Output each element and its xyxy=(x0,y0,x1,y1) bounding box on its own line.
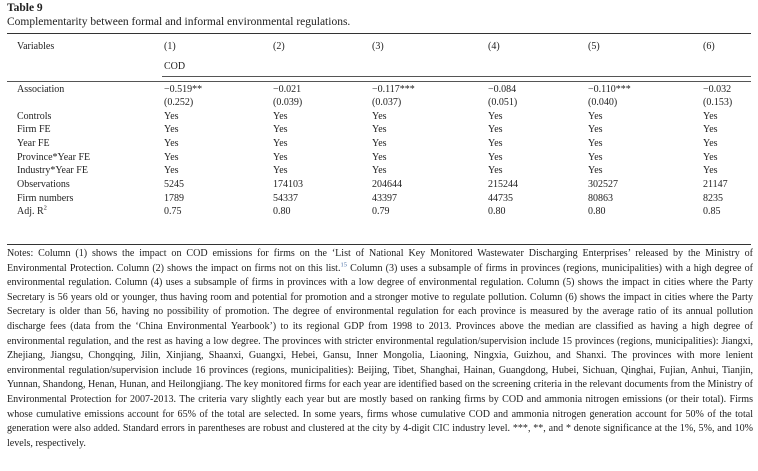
province-year-fe-col-4: Yes xyxy=(488,152,503,163)
observations-col-5: 302527 xyxy=(588,179,618,190)
coef-col-2: −0.021 xyxy=(273,84,302,95)
notes-part-2: Column (3) uses a subsample of firms in provinces (regions, municipalities) with a high degree of environmental regulation. Column (4) uses a subsample of firms in provinces with a low degree of environmental regulation. Column (5) shows the impact in cities where the Party Secretary is 56 years old or younger, thus having room and potential for promotion and a stronger motive to regulate pollution. Column (6) shows the impact in cities where the Party Secretary is older than 56, having no possibility of promotion. The degree of environmental regulation for each province is measured by the average ratio of its annual pollution discharge fees (data from the ‘China Environmental Yearbook’) to its regional GDP from 1998 to 2013. Provinces above the median are classified as having a high degree of environmental regulation, and the rest as having a low degree. The provinces with stricter environmental regulation/supervision include 15 provinces (regions, municipalities): Jiangxi, Zhejiang, Jiangsu, Chongqing, Jilin, Xinjiang, Shaanxi, Guangxi, Hebei, Gansu, Inner Mongolia, Liaoning, Ningxia, Guizhou, and Shanxi. The provinces with more lenient environmental regulation/supervision include 16 provinces (regions, municipalities): Beijing, Tibet, Shanghai, Hainan, Guangdong, Hubei, Sichuan, Qinghai, Fujian, Anhui, Tianjin, Yunnan, Shandong, Henan, Hunan, and Heilongjiang. The key monitored firms for each year are identified based on the screening criteria in the relevant documents from the Ministry of Environmental Protection for 2007-2013. The criteria vary slightly each year but are mostly based on ranking firms by COD and ammonia nitrogen emissions (or their total). Firms whose cumulative emissions account for 65% of the total are selected. In some years, firms whose cumulative COD and ammonia nitrogen generation account for 50% of the total generation were also added. Standard errors in parentheses are robust and clustered at the city by 4-digit CIC industry level. ***, **, and * denote significance at the 1%, 5%, and 10% levels, respectively. xyxy=(7,262,754,449)
header-col-4: (4) xyxy=(488,41,500,52)
industry-year-fe-col-4: Yes xyxy=(488,165,503,176)
table-label: Table 9 xyxy=(7,2,43,14)
adj-r2-col-5: 0.80 xyxy=(588,206,606,217)
header-sub-rule xyxy=(162,76,751,77)
coef-col-5: −0.110*** xyxy=(588,84,631,95)
row-label-observations: Observations xyxy=(17,179,70,190)
controls-col-6: Yes xyxy=(703,111,718,122)
firm-numbers-col-3: 43397 xyxy=(372,193,397,204)
table-caption: Complementarity between formal and informal environmental regulations. xyxy=(7,16,351,28)
firm-numbers-col-6: 8235 xyxy=(703,193,723,204)
row-label-controls: Controls xyxy=(17,111,52,122)
row-label-adj-r2 xyxy=(17,206,47,218)
province-year-fe-col-2: Yes xyxy=(273,152,288,163)
header-col-5: (5) xyxy=(588,41,600,52)
se-col-2: (0.039) xyxy=(273,97,303,108)
observations-col-6: 21147 xyxy=(703,179,728,190)
province-year-fe-col-5: Yes xyxy=(588,152,603,163)
industry-year-fe-col-1: Yes xyxy=(164,165,179,176)
coef-col-6: −0.032 xyxy=(703,84,732,95)
notes-part-1: Notes: Column (1) shows the impact on COD emissions for firms on the ‘List of National Key Monitored Wastewater Discharging Enterprises’ released by the Ministry of Environmental Protection. Column (2) shows the impact on firms not on this list. xyxy=(7,248,753,274)
controls-col-5: Yes xyxy=(588,111,603,122)
observations-col-1: 5245 xyxy=(164,179,184,190)
adj-r2-label-text: Adj. R xyxy=(17,206,44,217)
observations-col-2: 174103 xyxy=(273,179,303,190)
row-label-year-fe: Year FE xyxy=(17,138,50,149)
firm-fe-col-3: Yes xyxy=(372,124,387,135)
controls-col-3: Yes xyxy=(372,111,387,122)
firm-fe-col-4: Yes xyxy=(488,124,503,135)
province-year-fe-col-3: Yes xyxy=(372,152,387,163)
header-sub-label: COD xyxy=(164,61,186,72)
year-fe-col-3: Yes xyxy=(372,138,387,149)
observations-col-4: 215244 xyxy=(488,179,518,190)
coef-col-1: −0.519** xyxy=(164,84,203,95)
firm-fe-col-5: Yes xyxy=(588,124,603,135)
footnote-ref-link[interactable]: 15 xyxy=(340,261,347,269)
industry-year-fe-col-6: Yes xyxy=(703,165,718,176)
coef-col-4: −0.084 xyxy=(488,84,517,95)
adj-r2-col-6: 0.85 xyxy=(703,206,721,217)
header-col-1: (1) xyxy=(164,41,176,52)
se-col-6: (0.153) xyxy=(703,97,733,108)
row-label-industry-year-fe: Industry*Year FE xyxy=(17,165,88,176)
coef-col-3: −0.117*** xyxy=(372,84,415,95)
adj-r2-col-4: 0.80 xyxy=(488,206,506,217)
industry-year-fe-col-2: Yes xyxy=(273,165,288,176)
year-fe-col-6: Yes xyxy=(703,138,718,149)
firm-fe-col-6: Yes xyxy=(703,124,718,135)
firm-fe-col-1: Yes xyxy=(164,124,179,135)
year-fe-col-4: Yes xyxy=(488,138,503,149)
firm-fe-col-2: Yes xyxy=(273,124,288,135)
se-col-4: (0.051) xyxy=(488,97,518,108)
row-label-association: Association xyxy=(17,84,65,95)
header-col-6: (6) xyxy=(703,41,715,52)
province-year-fe-col-6: Yes xyxy=(703,152,718,163)
year-fe-col-5: Yes xyxy=(588,138,603,149)
adj-r2-col-3: 0.79 xyxy=(372,206,390,217)
year-fe-col-1: Yes xyxy=(164,138,179,149)
row-label-firm-numbers: Firm numbers xyxy=(17,193,74,204)
controls-col-4: Yes xyxy=(488,111,503,122)
controls-col-1: Yes xyxy=(164,111,179,122)
header-variables: Variables xyxy=(17,41,55,52)
adj-r2-superscript: 2 xyxy=(43,204,47,212)
bottom-rule xyxy=(7,244,751,245)
header-col-3: (3) xyxy=(372,41,384,52)
header-rule xyxy=(7,81,751,82)
se-col-1: (0.252) xyxy=(164,97,194,108)
firm-numbers-col-1: 1789 xyxy=(164,193,184,204)
province-year-fe-col-1: Yes xyxy=(164,152,179,163)
header-col-2: (2) xyxy=(273,41,285,52)
firm-numbers-col-2: 54337 xyxy=(273,193,298,204)
firm-numbers-col-5: 80863 xyxy=(588,193,613,204)
table-notes xyxy=(7,247,753,451)
se-col-5: (0.040) xyxy=(588,97,618,108)
row-label-province-year-fe: Province*Year FE xyxy=(17,152,91,163)
row-label-firm-fe: Firm FE xyxy=(17,124,51,135)
firm-numbers-col-4: 44735 xyxy=(488,193,513,204)
controls-col-2: Yes xyxy=(273,111,288,122)
top-rule xyxy=(7,33,751,34)
industry-year-fe-col-3: Yes xyxy=(372,165,387,176)
adj-r2-col-2: 0.80 xyxy=(273,206,291,217)
se-col-3: (0.037) xyxy=(372,97,402,108)
observations-col-3: 204644 xyxy=(372,179,402,190)
year-fe-col-2: Yes xyxy=(273,138,288,149)
adj-r2-col-1: 0.75 xyxy=(164,206,182,217)
industry-year-fe-col-5: Yes xyxy=(588,165,603,176)
